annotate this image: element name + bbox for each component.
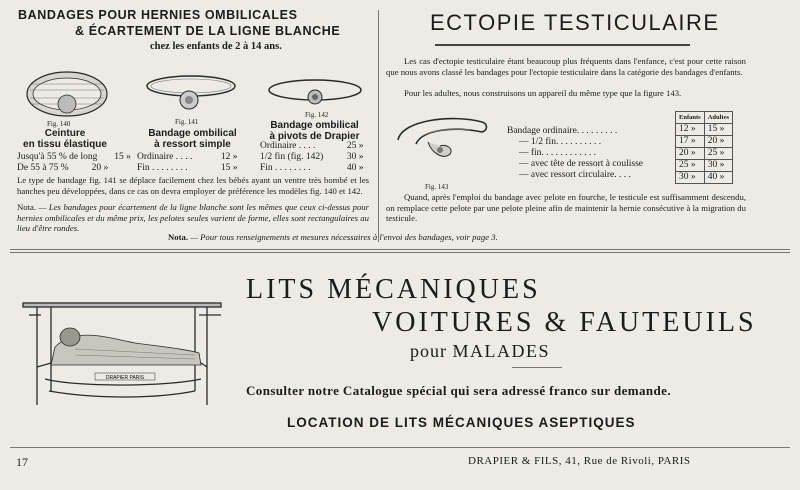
table-cell: 30 » [704, 160, 732, 172]
item142-caption-line2: à pivots de Drapier [269, 131, 360, 142]
item142-price-row2 [260, 152, 364, 163]
table-cell: 17 » [676, 136, 705, 148]
table-cell: 15 » [704, 124, 732, 136]
fig140-label: Fig. 140 [47, 120, 71, 128]
left-paragraph: Le type de bandage fig. 141 se déplace facilement chez les bébés ayant un ventre très bombé et les hanches peu développées, dans ce cas on devra employer de préférence les modèles fig. 140 et 142. [17, 175, 369, 196]
table-header-row [676, 112, 733, 124]
item141-caption-line1: Bandage ombilical [148, 128, 237, 139]
table-cell: 12 » [676, 124, 705, 136]
column-divider [378, 10, 379, 242]
nota-label: Nota. [17, 202, 37, 212]
col-adultes: Adultes [704, 112, 732, 124]
section-separator [10, 252, 790, 253]
price-unit: » [358, 152, 364, 162]
bottom-nota [168, 232, 498, 243]
bandage-illustration-fig141 [145, 70, 237, 118]
item142-caption-line1: Bandage ombilical [270, 120, 359, 131]
left-nota [17, 202, 369, 234]
ad-consult: Consulter notre Catalogue spécial qui sera adressé franco sur demande. [246, 383, 671, 398]
malades-underline [512, 367, 562, 368]
price-unit: » [358, 141, 364, 151]
ad-line1: LITS MÉCANIQUES [246, 274, 541, 305]
left-title-line2: & ÉCARTEMENT DE LA LIGNE BLANCHE [75, 24, 341, 38]
ad-line2: VOITURES & FAUTEUILS [372, 307, 757, 338]
item142-price-row1 [260, 141, 364, 152]
table-row [676, 160, 733, 172]
right-title-underline [435, 44, 690, 46]
item142-price-row3 [260, 163, 364, 174]
item140-caption-line2: en tissu élastique [23, 139, 107, 150]
price-value: 40 [346, 163, 357, 173]
price-value: 20 [91, 163, 102, 173]
footer-address: DRAPIER & FILS, 41, Rue de Rivoli, PARIS [468, 455, 691, 467]
ectopie-row-labels [507, 126, 672, 181]
left-subtitle: chez les enfants de 2 à 14 ans. [150, 41, 282, 52]
price-value: 15 [220, 163, 231, 173]
mechanical-bed-illustration [15, 287, 230, 415]
price-value: 30 [346, 152, 357, 162]
price-value: 12 [220, 152, 231, 162]
fig143-label: Fig. 143 [425, 183, 449, 191]
bandage-illustration-fig142 [267, 75, 363, 111]
price-label: Jusqu'à 55 % de long [17, 152, 98, 162]
price-value: 25 [346, 141, 357, 151]
section-separator [10, 249, 790, 250]
page-number: 17 [16, 455, 28, 469]
ectopie-price-table [675, 111, 733, 184]
price-label: Ordinaire . . . . [260, 141, 316, 151]
ectopie-row-label: — fin. . . . . . . . . . . . [519, 148, 597, 158]
truss-illustration-fig143 [392, 110, 492, 182]
table-cell: 30 » [676, 172, 705, 184]
right-intro: Les cas d'ectopie testiculaire étant beaucoup plus fréquents dans l'enfance, c'est pour cette raison que nous avons classé les bandages pour l'ectopie testiculaire dans la catégorie des bandages d'enfants. [386, 56, 746, 77]
table-cell: 25 » [704, 148, 732, 160]
right-closing: Quand, après l'emploi du bandage avec pelote en fourche, le testicule est suffisamment descendu, on remplace cette pelote par une pelote pleine afin de maintenir la hernie consécutive à la migration du testicule. [386, 192, 746, 223]
right-intro2: Pour les adultes, nous construisons un appareil du même type que la figure 143. [404, 88, 682, 98]
price-label: Fin . . . . . . . . [260, 163, 311, 173]
table-row [676, 136, 733, 148]
ad-line3 [410, 341, 550, 362]
item141-price-row1 [137, 152, 238, 163]
price-value: 15 [114, 152, 124, 162]
fig142-label: Fig. 142 [305, 111, 329, 119]
ad-line3-pre: pour [410, 341, 447, 361]
belt-illustration-fig140 [22, 64, 112, 122]
price-unit: » [103, 163, 109, 173]
table-cell: 20 » [676, 148, 705, 160]
price-unit: » [232, 163, 238, 173]
right-title: ECTOPIE TESTICULAIRE [430, 10, 720, 35]
ectopie-row-label: — avec ressort circulaire. . . . [519, 170, 631, 180]
price-label: 1/2 fin (fig. 142) [260, 152, 324, 162]
table-cell: 40 » [704, 172, 732, 184]
table-row [676, 124, 733, 136]
price-unit: » [126, 152, 131, 162]
item140-caption [20, 128, 110, 150]
item140-price-row2 [17, 163, 108, 174]
table-row [676, 148, 733, 160]
left-title-line1: BANDAGES POUR HERNIES OMBILICALES [18, 8, 298, 22]
item141-price-row2 [137, 163, 238, 174]
nota-label: Nota. [168, 232, 189, 242]
item142-caption [262, 120, 367, 142]
col-enfants: Enfants [676, 112, 705, 124]
table-row [676, 172, 733, 184]
ectopie-row-label: — 1/2 fin. . . . . . . . . . [519, 137, 602, 147]
ad-line3-main: MALADES [452, 341, 551, 361]
price-label: Fin . . . . . . . . [137, 163, 188, 173]
price-unit: » [232, 152, 238, 162]
price-label: De 55 à 75 % [17, 163, 69, 173]
fig141-label: Fig. 141 [175, 118, 199, 126]
ectopie-row-label: — avec tête de ressort à coulisse [519, 159, 643, 169]
nota-text: — Pour tous renseignements et mesures nécessaires à l'envoi des bandages, voir page 3. [190, 232, 498, 242]
item140-caption-line1: Ceinture [44, 128, 86, 139]
item141-caption-line2: à ressort simple [154, 139, 231, 150]
item141-caption [140, 128, 245, 150]
table-cell: 25 » [676, 160, 705, 172]
bed-plate-text: DRAPIER PARIS [105, 375, 145, 381]
price-label: Ordinaire . . . . [137, 152, 193, 162]
footer-separator [10, 447, 790, 448]
ad-location: LOCATION DE LITS MÉCANIQUES ASEPTIQUES [287, 415, 636, 430]
table-cell: 20 » [704, 136, 732, 148]
nota-text: — Les bandages pour écartement de la ligne blanche sont les mêmes que ceux ci-dessus pour hernies ombilicales et du même prix, les pelotes seules varient de forme, elles sont rectangulaires au lieu d'être rondes. [17, 202, 370, 233]
price-unit: » [358, 163, 364, 173]
ectopie-row-label: Bandage ordinaire. . . . . . . . . [507, 126, 618, 136]
item140-price-row1 [17, 152, 131, 163]
